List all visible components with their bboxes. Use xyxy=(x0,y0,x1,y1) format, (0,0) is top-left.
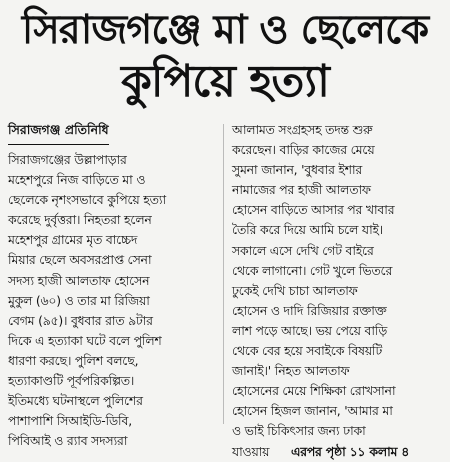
continuation-note[interactable]: এরপর পৃষ্ঠা ১১ কলাম ৪ xyxy=(291,443,410,459)
text-line: ঢুকেই দেখি চাচা আলতাফ xyxy=(232,282,358,298)
text-line: হোসেন হিজল জানান, 'আমার মা xyxy=(232,403,393,419)
text-line: পিবিআই ও র‍্যাব সদস্যরা xyxy=(8,433,128,449)
text-line: লাশ পড়ে আছে। ভয় পেয়ে বাড়ি xyxy=(232,322,387,338)
text-line: করেছেন। বাড়ির কাজের মেয়ে xyxy=(232,142,375,158)
text-line: মুকুল (৬০) ও তার মা রিজিয়া xyxy=(8,292,150,308)
text-line: হত্যাকাণ্ডটি পূর্বপরিকল্পিত। xyxy=(8,373,135,389)
text-line: সদস্য হাজী আলতাফ হোসেন xyxy=(8,272,150,288)
text-line: পাশাপাশি সিআইডি-ডিবি, xyxy=(8,413,132,429)
text-line: ছেলেকে নৃশংসভাবে কুপিয়ে হত্যা xyxy=(8,192,166,208)
text-line: সিরাজগঞ্জের উল্লাপাড়ার xyxy=(8,152,127,167)
byline: সিরাজগঞ্জ প্রতিনিধি xyxy=(8,122,109,145)
text-line: আলামত সংগ্রহসহ তদন্ত শুরু xyxy=(232,122,373,137)
text-line: হোসেন ও দাদি রিজিয়ার রক্তাক্ত xyxy=(232,302,387,318)
text-line: নামাজের পর হাজী আলতাফ xyxy=(232,182,371,198)
article-column-right xyxy=(232,120,444,462)
text-line: মিয়ার ছেলে অবসরপ্রাপ্ত সেনা xyxy=(8,252,152,268)
text-line: হোসেন বাড়িতে আসার পর খাবার xyxy=(232,202,395,218)
text-line: মহেশপুরে নিজ বাড়িতে মা ও xyxy=(8,172,146,188)
text-line: জানাই।' নিহত আলতাফ xyxy=(232,363,350,379)
headline-line-2: কুপিয়ে হত্যা xyxy=(121,56,329,107)
text-line: ধারণা করছে। পুলিশ বলছে, xyxy=(8,352,139,368)
article-column-left xyxy=(8,150,222,451)
text-line: থেকে বের হয়ে সবাইকে বিষয়টি xyxy=(232,343,383,359)
text-line: ইতিমধ্যে ঘটনাস্থলে পুলিশের xyxy=(8,393,143,409)
text-line: ও ভাই চিকিৎসার জন্য ঢাকা xyxy=(232,423,366,439)
text-line: তৈরি করে দিয়ে আমি চলে যাই। xyxy=(232,222,383,238)
column-divider xyxy=(223,124,224,424)
last-line-text: যাওয়ায় xyxy=(232,443,270,459)
text-line-last xyxy=(232,442,444,462)
text-line: থেকে লাগানো। গেট খুলে ভিতরে xyxy=(232,262,393,278)
headline xyxy=(0,0,450,112)
text-line: মহেশপুর গ্রামের মৃত বাচ্চেদ xyxy=(8,232,138,248)
text-line: সকালে এসে দেখি গেট বাইরে xyxy=(232,242,374,258)
headline-line-1: সিরাজগঞ্জে মা ও ছেলেকে xyxy=(21,7,429,53)
text-line: বেগম (৯৫)। বুধবার রাত ৯টার xyxy=(8,312,153,328)
text-line: করেছে দুর্বৃত্তরা। নিহতরা হলেন xyxy=(8,212,152,228)
text-line: সুমনা জানান, 'বুধবার ইশার xyxy=(232,162,363,178)
text-line: হোসেনের মেয়ে শিক্ষিকা রোখসানা xyxy=(232,383,396,399)
text-line: দিকে এ হত্যাকা ঘটে বলে পুলিশ xyxy=(8,332,162,348)
